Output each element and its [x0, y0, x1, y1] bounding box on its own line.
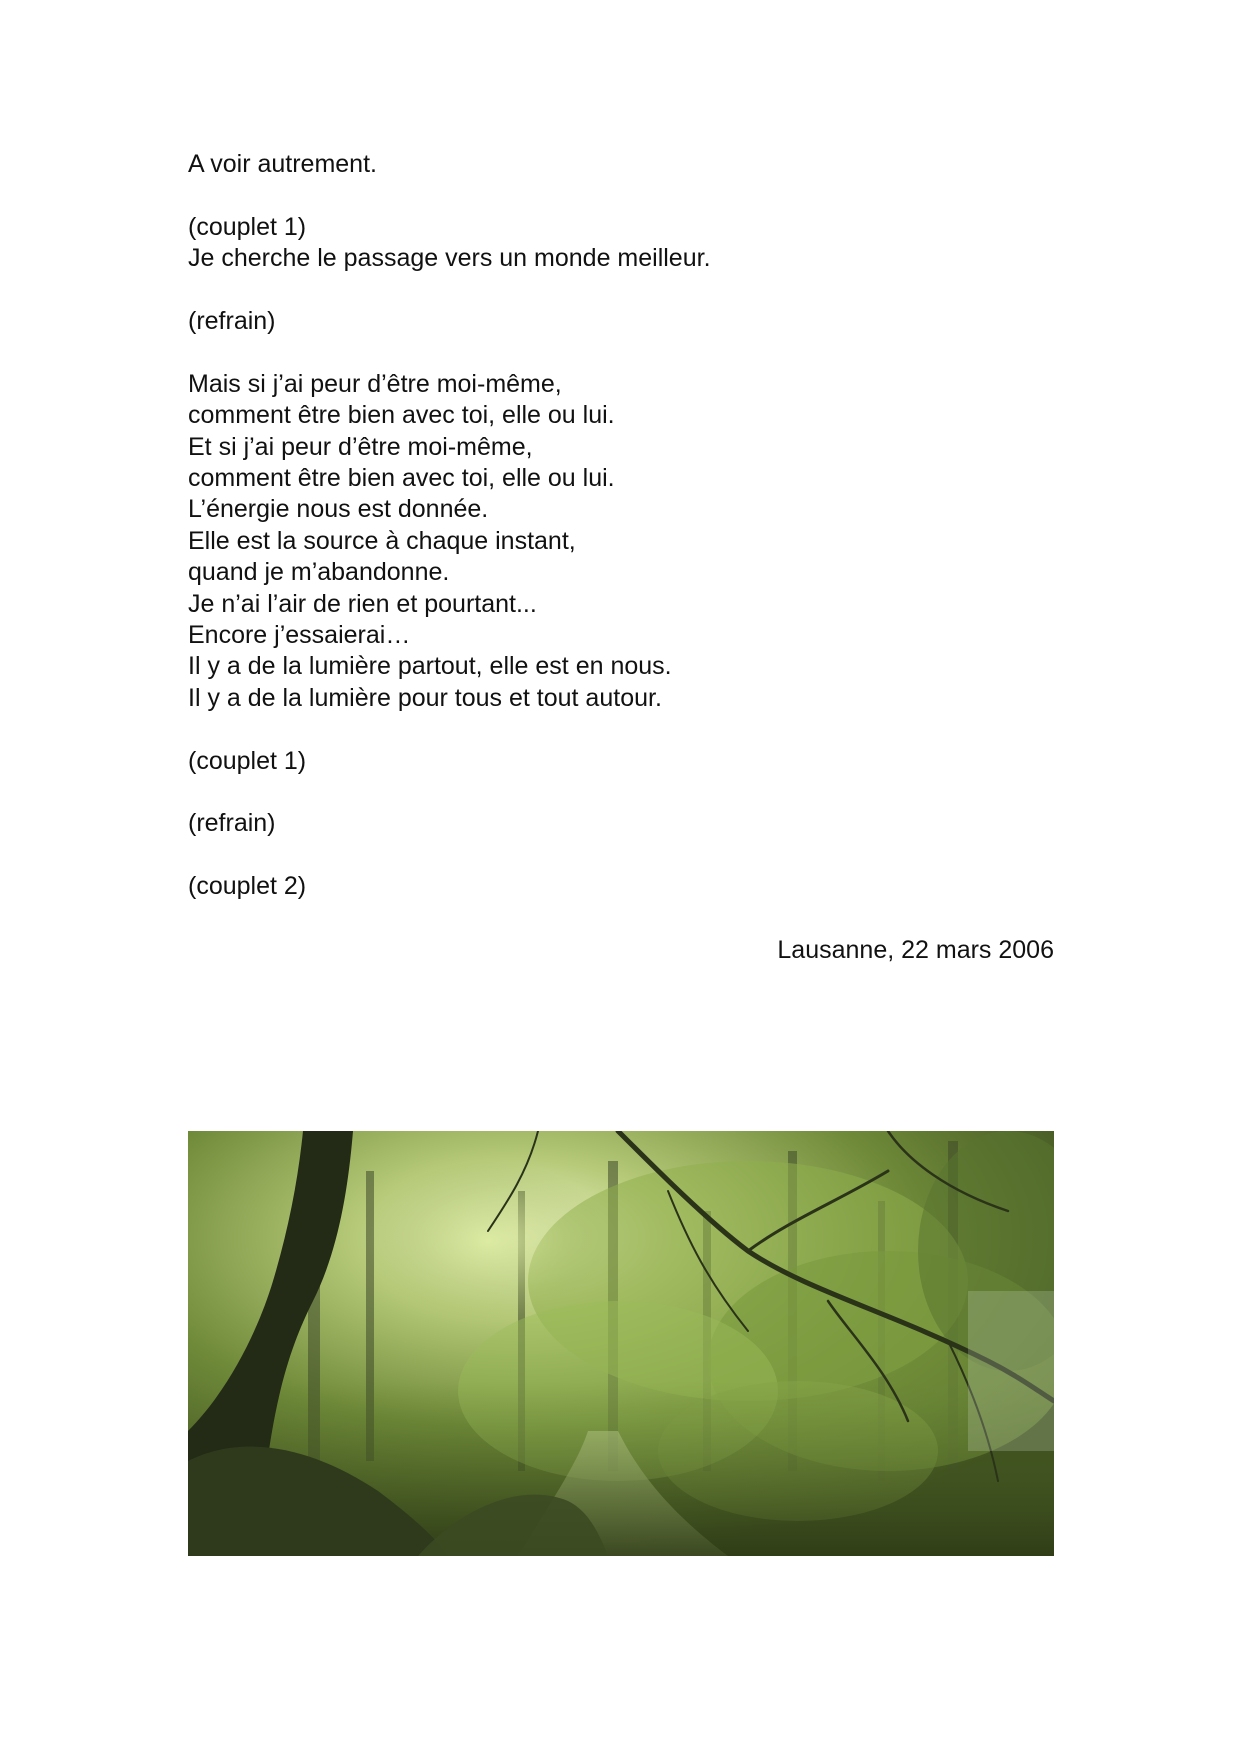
- blank-line: [188, 714, 1058, 745]
- refrain-line: Encore j’essaierai…: [188, 621, 411, 650]
- refrain-line: Et si j’ai peur d’être moi-même,: [188, 432, 533, 461]
- refrain-line: quand je m’abandonne.: [188, 558, 450, 587]
- repeat-refrain-marker: (refrain): [188, 809, 276, 838]
- refrain-line: comment être bien avec toi, elle ou lui.: [188, 464, 615, 493]
- refrain-line: Je n’ai l’air de rien et pourtant...: [188, 589, 537, 618]
- refrain-line: Mais si j’ai peur d’être moi-même,: [188, 369, 562, 398]
- couplet-2-marker: (couplet 2): [188, 872, 307, 901]
- poem-text: [188, 149, 1058, 903]
- repeat-couplet-1-marker: (couplet 1): [188, 746, 307, 775]
- refrain-line: Il y a de la lumière partout, elle est en nous.: [188, 652, 672, 681]
- refrain-line: L’énergie nous est donnée.: [188, 495, 489, 524]
- forest-photo-icon: [188, 1131, 1054, 1556]
- blank-line: [188, 180, 1058, 211]
- couplet-1-marker: (couplet 1): [188, 212, 307, 241]
- blank-line: [188, 337, 1058, 368]
- forest-photo: [188, 1131, 1054, 1556]
- refrain-line: Elle est la source à chaque instant,: [188, 526, 576, 555]
- mist: [968, 1291, 1054, 1451]
- blank-line: [188, 275, 1058, 306]
- blank-line: [188, 840, 1058, 871]
- place-date-signature: Lausanne, 22 mars 2006: [777, 936, 1054, 964]
- poem-title: A voir autrement.: [188, 150, 377, 178]
- refrain-marker: (refrain): [188, 307, 276, 335]
- blank-line: [188, 777, 1058, 808]
- couplet-1-line: Je cherche le passage vers un monde meilleur.: [188, 244, 711, 273]
- refrain-line: Il y a de la lumière pour tous et tout autour.: [188, 683, 662, 712]
- refrain-line: comment être bien avec toi, elle ou lui.: [188, 401, 615, 430]
